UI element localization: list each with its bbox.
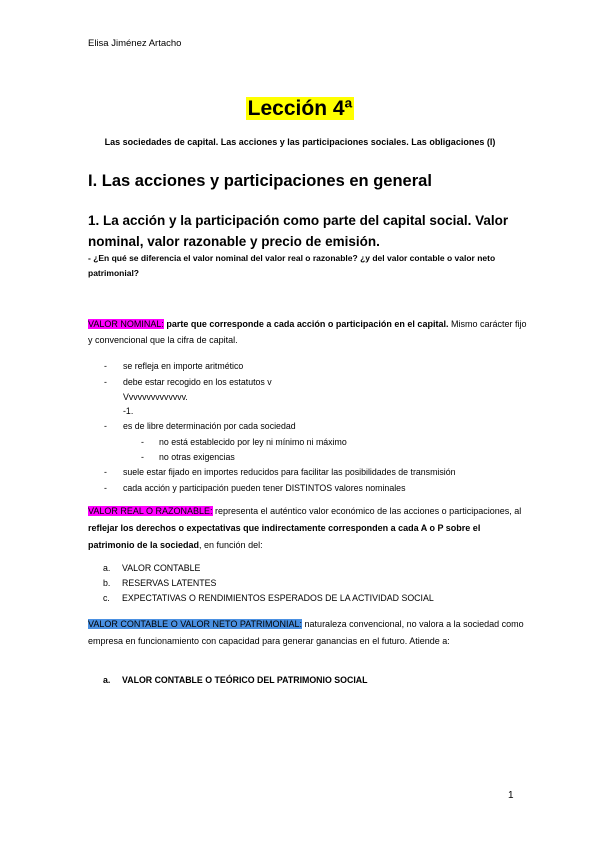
subsection-heading: 1. La acción y la participación como parte del capital social. Valor nominal, valor razonable y precio de emisión. [88,213,509,249]
valor-real-text-2: , en función del: [199,540,263,550]
list-item: se refleja en importe aritmético [123,361,244,371]
list-item-nested: no otras exigencias [159,452,235,462]
valor-nominal-paragraph [88,316,528,348]
lesson-subtitle: Las sociedades de capital. Las acciones y las participaciones sociales. Las obligaciones (I) [104,137,496,147]
list-item: RESERVAS LATENTES [122,578,217,588]
list-dash: - [104,467,107,477]
list-item: suele estar fijado en importes reducidos para facilitar las posibilidades de transmisión [123,467,456,477]
list-marker: a. [103,675,111,685]
list-marker: a. [103,563,111,573]
page-number: 1 [508,790,514,801]
valor-nominal-rest: Mismo carácter fijo y convencional que la cifra de capital. [88,319,527,345]
list-marker: c. [103,593,110,603]
list-dash: - [104,377,107,387]
valor-nominal-label: VALOR NOMINAL: [88,319,164,329]
list-item: -1. [123,406,134,416]
valor-contable-text: naturaleza convencional, no valora a la sociedad como empresa en funcionamiento con capacidad para generar ganancias en el futuro. Atiende a: [88,619,524,646]
list-dash: - [104,361,107,371]
valor-real-label: VALOR REAL O RAZONABLE: [88,506,213,516]
valor-contable-label: VALOR CONTABLE O VALOR NETO PATRIMONIAL: [88,619,303,629]
valor-contable-paragraph [88,616,528,650]
valor-real-text-bold: reflejar los derechos o expectativas que indirectamente corresponden a cada A o P sobre el patrimonio de la sociedad [88,523,481,550]
list-item: es de libre determinación por cada sociedad [123,421,296,431]
list-dash: - [141,437,144,447]
list-item: VALOR CONTABLE [122,563,201,573]
author-name: Elisa Jiménez Artacho [88,38,182,49]
list-dash: - [141,452,144,462]
valor-real-paragraph [88,503,528,554]
list-item-nested: no está establecido por ley ni mínimo ni máximo [159,437,347,447]
list-item: VALOR CONTABLE O TEÓRICO DEL PATRIMONIO SOCIAL [122,675,368,685]
list-item: debe estar recogido en los estatutos v [123,377,272,387]
question-text: - ¿En qué se diferencia el valor nominal del valor real o razonable? ¿y del valor contable o valor neto patrimonial? [88,253,496,278]
lesson-title-text: Lección 4ª [247,97,353,120]
list-item: cada acción y participación pueden tener DISTINTOS valores nominales [123,483,406,493]
lesson-title [0,97,600,121]
list-item: Vvvvvvvvvvvvvv. [123,392,188,402]
valor-nominal-definition: parte que corresponde a cada acción o participación en el capital. [163,319,449,329]
valor-real-text-1: representa el auténtico valor económico de las acciones o participaciones, al [212,506,522,516]
list-dash: - [104,421,107,431]
list-dash: - [104,483,107,493]
list-item: EXPECTATIVAS O RENDIMIENTOS ESPERADOS DE LA ACTIVIDAD SOCIAL [122,593,434,603]
list-marker: b. [103,578,111,588]
section-heading: I. Las acciones y participaciones en general [88,172,432,190]
